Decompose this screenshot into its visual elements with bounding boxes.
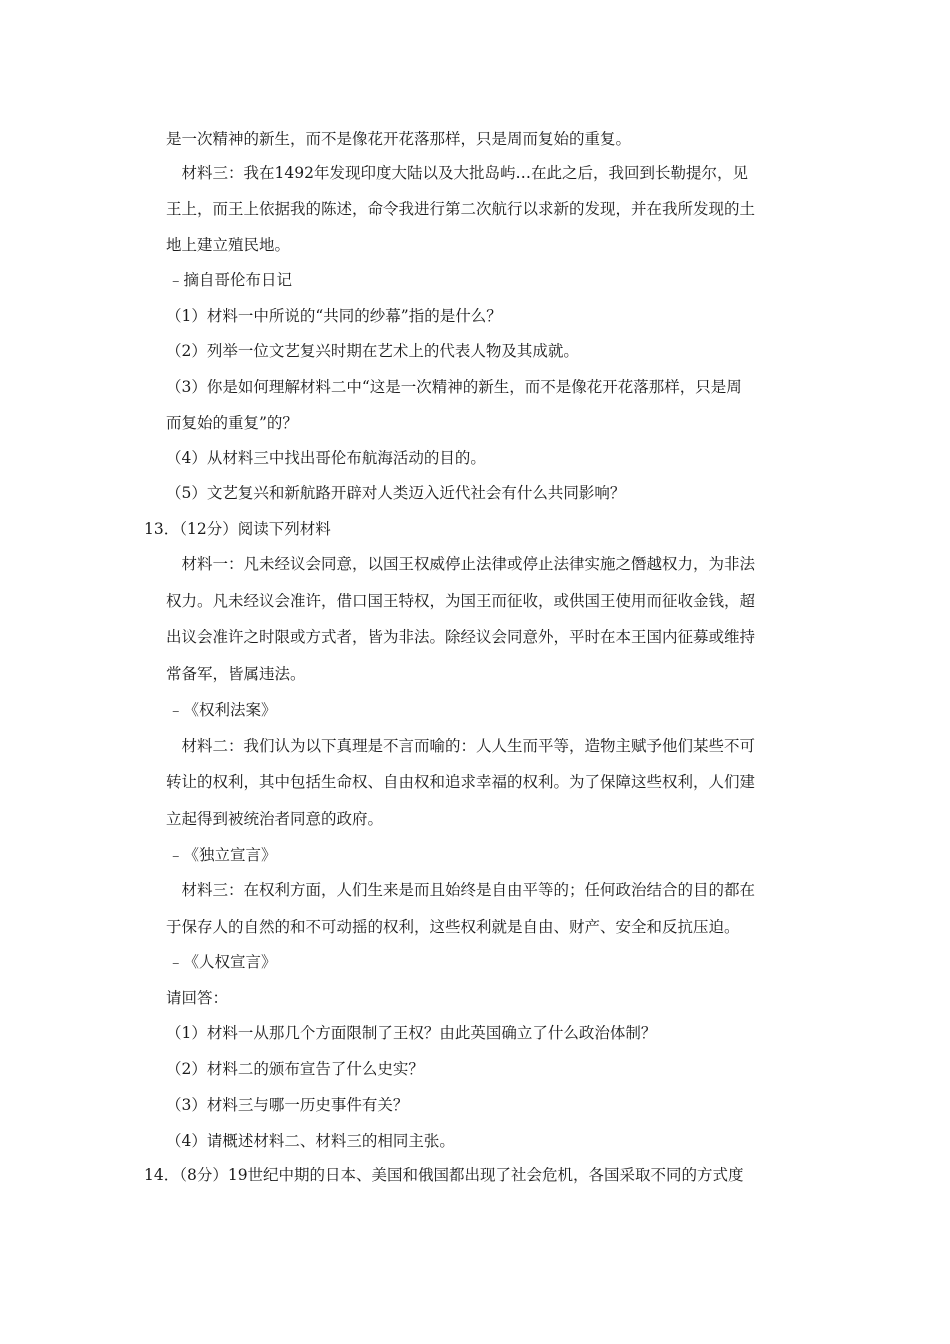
text-line: 王上，而王上依据我的陈述，命令我进行第二次航行以求新的发现，并在我所发现的土	[166, 200, 756, 218]
question-item: （2）列举一位文艺复兴时期在艺术上的代表人物及其成就。	[166, 342, 579, 360]
text-line: 权力。凡未经议会准许，借口国王特权，为国王而征收，或供国王使用而征收金钱，超	[166, 592, 756, 610]
prompt-label: 请回答：	[166, 989, 229, 1007]
text-line: 而复始的重复”的？	[166, 414, 298, 432]
text-line: 立起得到被统治者同意的政府。	[166, 810, 384, 828]
text-line: 材料一：凡未经议会同意，以国王权威停止法律或停止法律实施之僭越权力，为非法	[166, 555, 756, 573]
question-item: （4）从材料三中找出哥伦布航海活动的目的。	[166, 449, 486, 467]
text-line: 常备军，皆属违法。	[166, 665, 306, 683]
question-item: （2）材料二的颁布宣告了什么史实？	[166, 1060, 424, 1078]
text-line: 材料三：在权利方面，人们生来是而且始终是自由平等的；任何政治结合的目的都在	[166, 881, 756, 899]
source-line: ﹣《权利法案》	[168, 701, 277, 719]
question-item: （1）材料一从那几个方面限制了王权？由此英国确立了什么政治体制？	[166, 1024, 657, 1042]
text-line: 是一次精神的新生，而不是像花开花落那样，只是周而复始的重复。	[166, 130, 632, 148]
source-line: ﹣《独立宣言》	[168, 846, 277, 864]
text-line: 材料三：我在1492年发现印度大陆以及大批岛屿…在此之后，我回到长勒提尔，见	[166, 164, 748, 182]
question-item: （3）材料三与哪一历史事件有关？	[166, 1096, 409, 1114]
question-item: （1）材料一中所说的“共同的纱幕”指的是什么？	[166, 307, 502, 325]
source-line: ﹣摘自哥伦布日记	[168, 271, 293, 289]
source-line: ﹣《人权宣言》	[168, 953, 277, 971]
question-heading: 14．（8分）19世纪中期的日本、美国和俄国都出现了社会危机，各国采取不同的方式度	[144, 1166, 744, 1184]
text-line: 材料二：我们认为以下真理是不言而喻的：人人生而平等，造物主赋予他们某些不可	[166, 737, 756, 755]
text-line: 出议会准许之时限或方式者，皆为非法。除经议会同意外，平时在本王国内征募或维持	[166, 628, 756, 646]
question-item: （3）你是如何理解材料二中“这是一次精神的新生，而不是像花开花落那样，只是周	[166, 378, 742, 396]
text-line: 转让的权利，其中包括生命权、自由权和追求幸福的权利。为了保障这些权利，人们建	[166, 773, 756, 791]
question-item: （4）请概述材料二、材料三的相同主张。	[166, 1132, 455, 1150]
question-heading: 13．（12分）阅读下列材料	[144, 520, 331, 538]
question-item: （5）文艺复兴和新航路开辟对人类迈入近代社会有什么共同影响？	[166, 484, 626, 502]
text-line: 于保存人的自然的和不可动摇的权利，这些权利就是自由、财产、安全和反抗压迫。	[166, 918, 740, 936]
text-line: 地上建立殖民地。	[166, 236, 291, 254]
